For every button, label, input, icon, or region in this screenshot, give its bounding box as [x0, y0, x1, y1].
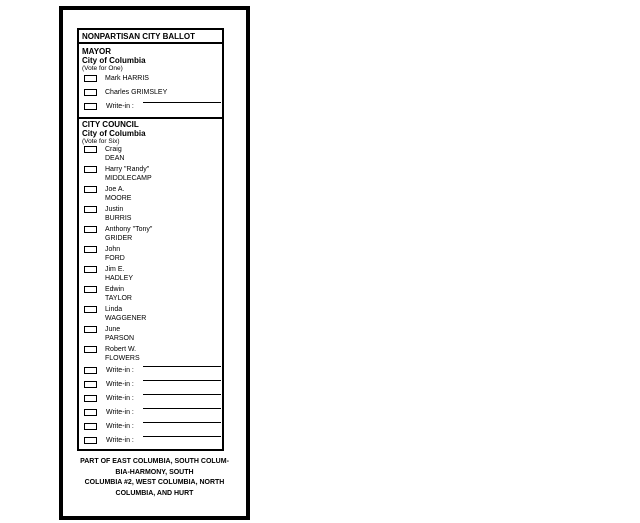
candidate-first-name: Robert W.: [105, 346, 137, 353]
council-vote-box[interactable]: [84, 286, 97, 293]
candidate-last-name: DEAN: [105, 154, 125, 162]
council-write-in-box[interactable]: [84, 409, 97, 416]
precinct-footer: [69, 457, 240, 499]
candidate-first-name: Harry "Randy": [105, 166, 150, 173]
council-vote-box[interactable]: [84, 226, 97, 233]
candidate-first-name: John: [105, 246, 121, 253]
mayor-write-in-label: Write-in :: [106, 103, 134, 110]
ballot-header: NONPARTISAN CITY BALLOT: [79, 30, 222, 44]
council-vote-box[interactable]: [84, 266, 97, 273]
candidate-first-name: Jim E.: [105, 266, 125, 273]
candidate-first-name: June: [105, 326, 121, 333]
council-write-in-box[interactable]: [84, 381, 97, 388]
ballot-contests: [77, 28, 224, 451]
candidate-last-name: BURRIS: [105, 214, 132, 222]
council-write-in-line[interactable]: [143, 366, 221, 367]
footer-line-2: BIA-HARMONY, SOUTH: [115, 468, 194, 476]
candidate-last-name: MOORE: [105, 194, 132, 202]
council-write-in-line[interactable]: [143, 394, 221, 395]
candidate-last-name: HADLEY: [105, 274, 134, 282]
candidate-last-name: WAGGENER: [105, 314, 147, 322]
mayor-subtitle: City of Columbia: [82, 56, 146, 65]
council-candidate: [105, 246, 125, 263]
council-candidate: [105, 326, 134, 343]
council-candidate: [105, 206, 131, 223]
candidate-first-name: Joe A.: [105, 186, 125, 193]
mayor-vote-box-2[interactable]: [84, 89, 97, 96]
footer-line-3: COLUMBIA #2, WEST COLUMBIA, NORTH: [84, 479, 225, 486]
council-candidate: [105, 166, 152, 183]
council-candidate: [105, 226, 152, 243]
council-write-in-line[interactable]: [143, 422, 221, 423]
council-vote-box[interactable]: [84, 206, 97, 213]
mayor-vote-box-1[interactable]: [84, 75, 97, 82]
council-write-in-line[interactable]: [143, 436, 221, 437]
council-vote-box[interactable]: [84, 146, 97, 153]
council-candidate: [105, 306, 146, 323]
footer-line-4: COLUMBIA, AND HURT: [115, 489, 194, 497]
council-write-in-box[interactable]: [84, 395, 97, 402]
council-write-in-box[interactable]: [84, 423, 97, 430]
council-vote-box[interactable]: [84, 246, 97, 253]
mayor-candidate-2: Charles GRIMSLEY: [105, 89, 168, 96]
council-vote-box[interactable]: [84, 346, 97, 353]
council-write-in-box[interactable]: [84, 437, 97, 444]
council-candidate: [105, 286, 132, 303]
council-write-in-label: Write-in :: [106, 381, 134, 388]
council-write-in-label: Write-in :: [106, 395, 134, 402]
council-candidate: [105, 346, 140, 363]
council-write-in-line[interactable]: [143, 380, 221, 381]
council-subtitle: City of Columbia: [82, 129, 146, 138]
section-divider: [79, 117, 222, 119]
mayor-write-in-line[interactable]: [143, 102, 221, 103]
council-write-in-label: Write-in :: [106, 409, 134, 416]
council-vote-box[interactable]: [84, 186, 97, 193]
footer-line-1: PART OF EAST COLUMBIA, SOUTH COLUM-: [80, 458, 229, 465]
council-write-in-box[interactable]: [84, 367, 97, 374]
council-write-in-line[interactable]: [143, 408, 221, 409]
candidate-first-name: Craig: [105, 146, 122, 153]
candidate-first-name: Anthony "Tony": [105, 226, 153, 233]
candidate-last-name: TAYLOR: [105, 294, 132, 302]
council-candidate: [105, 266, 133, 283]
candidate-last-name: FORD: [105, 254, 125, 262]
council-candidate: [105, 186, 131, 203]
council-vote-box[interactable]: [84, 326, 97, 333]
candidate-first-name: Edwin: [105, 286, 125, 293]
council-instruction: (Vote for Six): [82, 138, 120, 145]
candidate-last-name: MIDDLECAMP: [105, 174, 152, 182]
candidate-first-name: Justin: [105, 206, 124, 213]
council-write-in-label: Write-in :: [106, 437, 134, 444]
mayor-instruction: (Vote for One): [82, 65, 123, 72]
council-candidate: [105, 146, 124, 163]
mayor-candidate-1: Mark HARRIS: [105, 75, 149, 82]
council-write-in-label: Write-in :: [106, 367, 134, 374]
ballot-card: [59, 6, 250, 520]
candidate-last-name: PARSON: [105, 334, 135, 342]
council-title: CITY COUNCIL: [82, 120, 139, 129]
council-vote-box[interactable]: [84, 306, 97, 313]
council-write-in-label: Write-in :: [106, 423, 134, 430]
candidate-last-name: GRIDER: [105, 234, 133, 242]
candidate-first-name: Linda: [105, 306, 123, 313]
mayor-title: MAYOR: [82, 47, 112, 56]
candidate-last-name: FLOWERS: [105, 354, 140, 362]
mayor-write-in-box[interactable]: [84, 103, 97, 110]
council-vote-box[interactable]: [84, 166, 97, 173]
